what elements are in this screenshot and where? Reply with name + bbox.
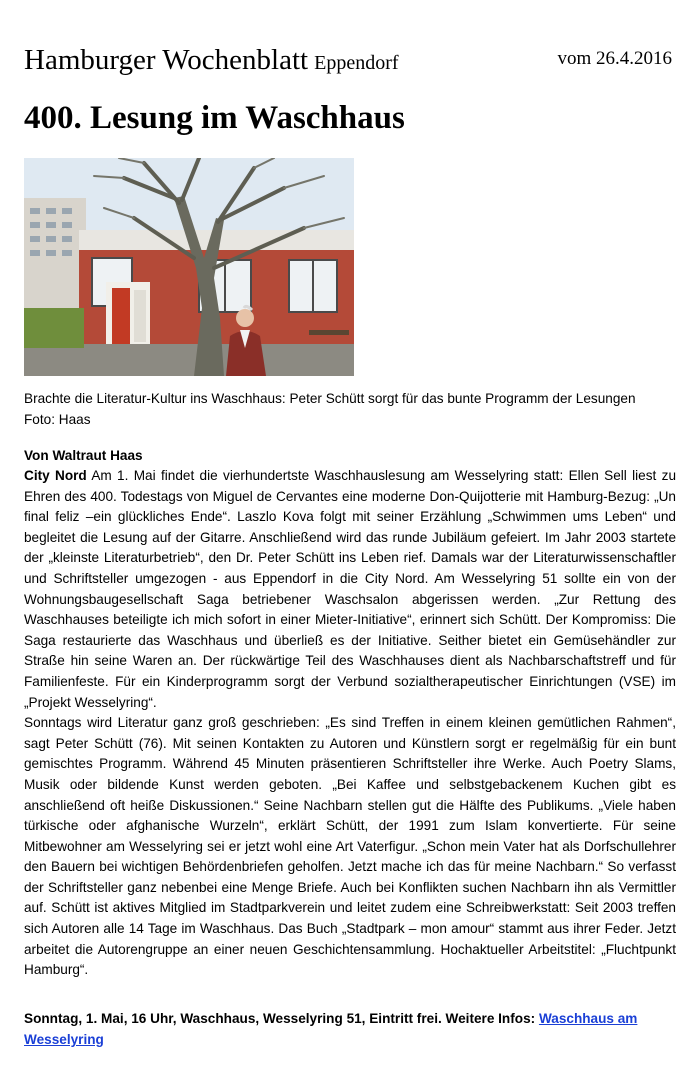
photo-caption — [24, 388, 684, 430]
photo-credit: Foto: Haas — [24, 412, 91, 427]
article-body — [24, 466, 676, 981]
article-byline: Von Waltraut Haas — [24, 448, 143, 463]
event-info — [24, 1008, 676, 1050]
article-headline: 400. Lesung im Waschhaus — [24, 100, 405, 136]
article-paragraph-1 — [24, 466, 676, 713]
article-paragraph-2: Sonntags wird Literatur ganz groß geschrieben: „Es sind Treffen in einem kleinen gemütlichen Rahmen“, sagt Peter Schütt (76). Mit seinen Kontakten zu Autoren und Künstlern sorgt er regelmäßig für ein bunt gemischtes Programm. Während 45 Minuten präsentieren Schriftsteller ihre Werke. Auch Poetry Slams, Musik oder bildende Kunst werden geboten. „Bei Kaffee und selbstgebackenem Kuchen gibt es anschließend oft heiße Diskussionen.“ Seine Nachbarn stellen gut die Hälfte des Publikums. „Viele haben türkische oder afghanische Wurzeln“, erklärt Schütt, der 1991 zum Islam konvertierte. Für seine Mitbewohner am Wesselyring sei er jetzt wohl eine Art Vaterfigur. „Schon mein Vater hat als Dorfschullehrer den Bauern bei wichtigen Behördenbriefen geholfen. Jetzt mache ich das für meine Nachbarn.“ So verfasst der Schriftsteller ganz nebenbei eine Menge Briefe. Auch bei Konflikten suchen Nachbarn ihn als Vermittler auf. Schütt ist aktives Mitglied im Stadtparkverein und leitet zudem eine Schreibwerkstatt: Seit 2003 treffen sich Autoren alle 14 Tage im Waschhaus. Das Buch „Stadtpark – mon amour“ stammt aus ihrer Feder. Jetzt arbeitet die Autorengruppe an einer neuen Geschichtensammlung. Hochaktueller Arbeitstitel: „Fluchtpunkt Hamburg“. — [24, 715, 676, 978]
edition-name: Eppendorf — [314, 52, 399, 74]
photo-waschhaus-illustration — [24, 158, 354, 376]
paragraph-1-text: Am 1. Mai findet die vierhundertste Waschhauslesung am Wesselyring statt: Ellen Sell liest zu Ehren des 400. Todestags von Miguel de Cervantes eine moderne Don-Quijotterie mit Hamburg-Bezug: „Un final feliz –ein glückliches Ende“. Laszlo Kova folgt mit seiner Erzählung „Schwimmen ums Leben“ und begleitet die Lesung auf der Gitarre. Anschließend wird das runde Jubiläum gefeiert. Im Jahr 2003 startete der „kleinste Literaturbetrieb“, den Dr. Peter Schütt ins Leben rief. Damals war der Literaturwissenschaftler und Schriftsteller umgezogen - aus Eppendorf in die City Nord. Am Wesselyring 51 sollte ein von der Wohnungsbaugesellschaft Saga betriebener Waschsalon abgerissen werden. „Zur Rettung des Waschhauses beteiligte ich mich sofort in einer Mieter-Initiative“, erinnert sich Schütt. Der Kompromiss: Die Saga restaurierte das Waschhaus und überließ es der Initiative. Seither bietet ein Gemüsehändler zur Straße hin seine Waren an. Der rückwärtige Teil des Waschhauses dient als Nachbarschaftstreff und für Familienfeste. Für ein Kinderprogramm sorgt der Verbund sozialtherapeutischer Einrichtungen (VSE) im „Projekt Wesselyring“. — [24, 468, 676, 710]
publication-date: vom 26.4.2016 — [557, 48, 672, 69]
waschhaus-link[interactable]: Waschhaus am Wesselyring — [24, 1011, 638, 1047]
newspaper-title — [24, 40, 399, 83]
event-details: Sonntag, 1. Mai, 16 Uhr, Waschhaus, Wesselyring 51, Eintritt frei. Weitere Infos: — [24, 1011, 536, 1026]
caption-text: Brachte die Literatur-Kultur ins Waschhaus: Peter Schütt sorgt für das bunte Programm der Lesungen — [24, 391, 636, 406]
article-photo — [24, 158, 354, 376]
article-dateline: City Nord — [24, 468, 87, 483]
masthead — [24, 40, 676, 80]
newspaper-name: Hamburger Wochenblatt — [24, 44, 309, 76]
